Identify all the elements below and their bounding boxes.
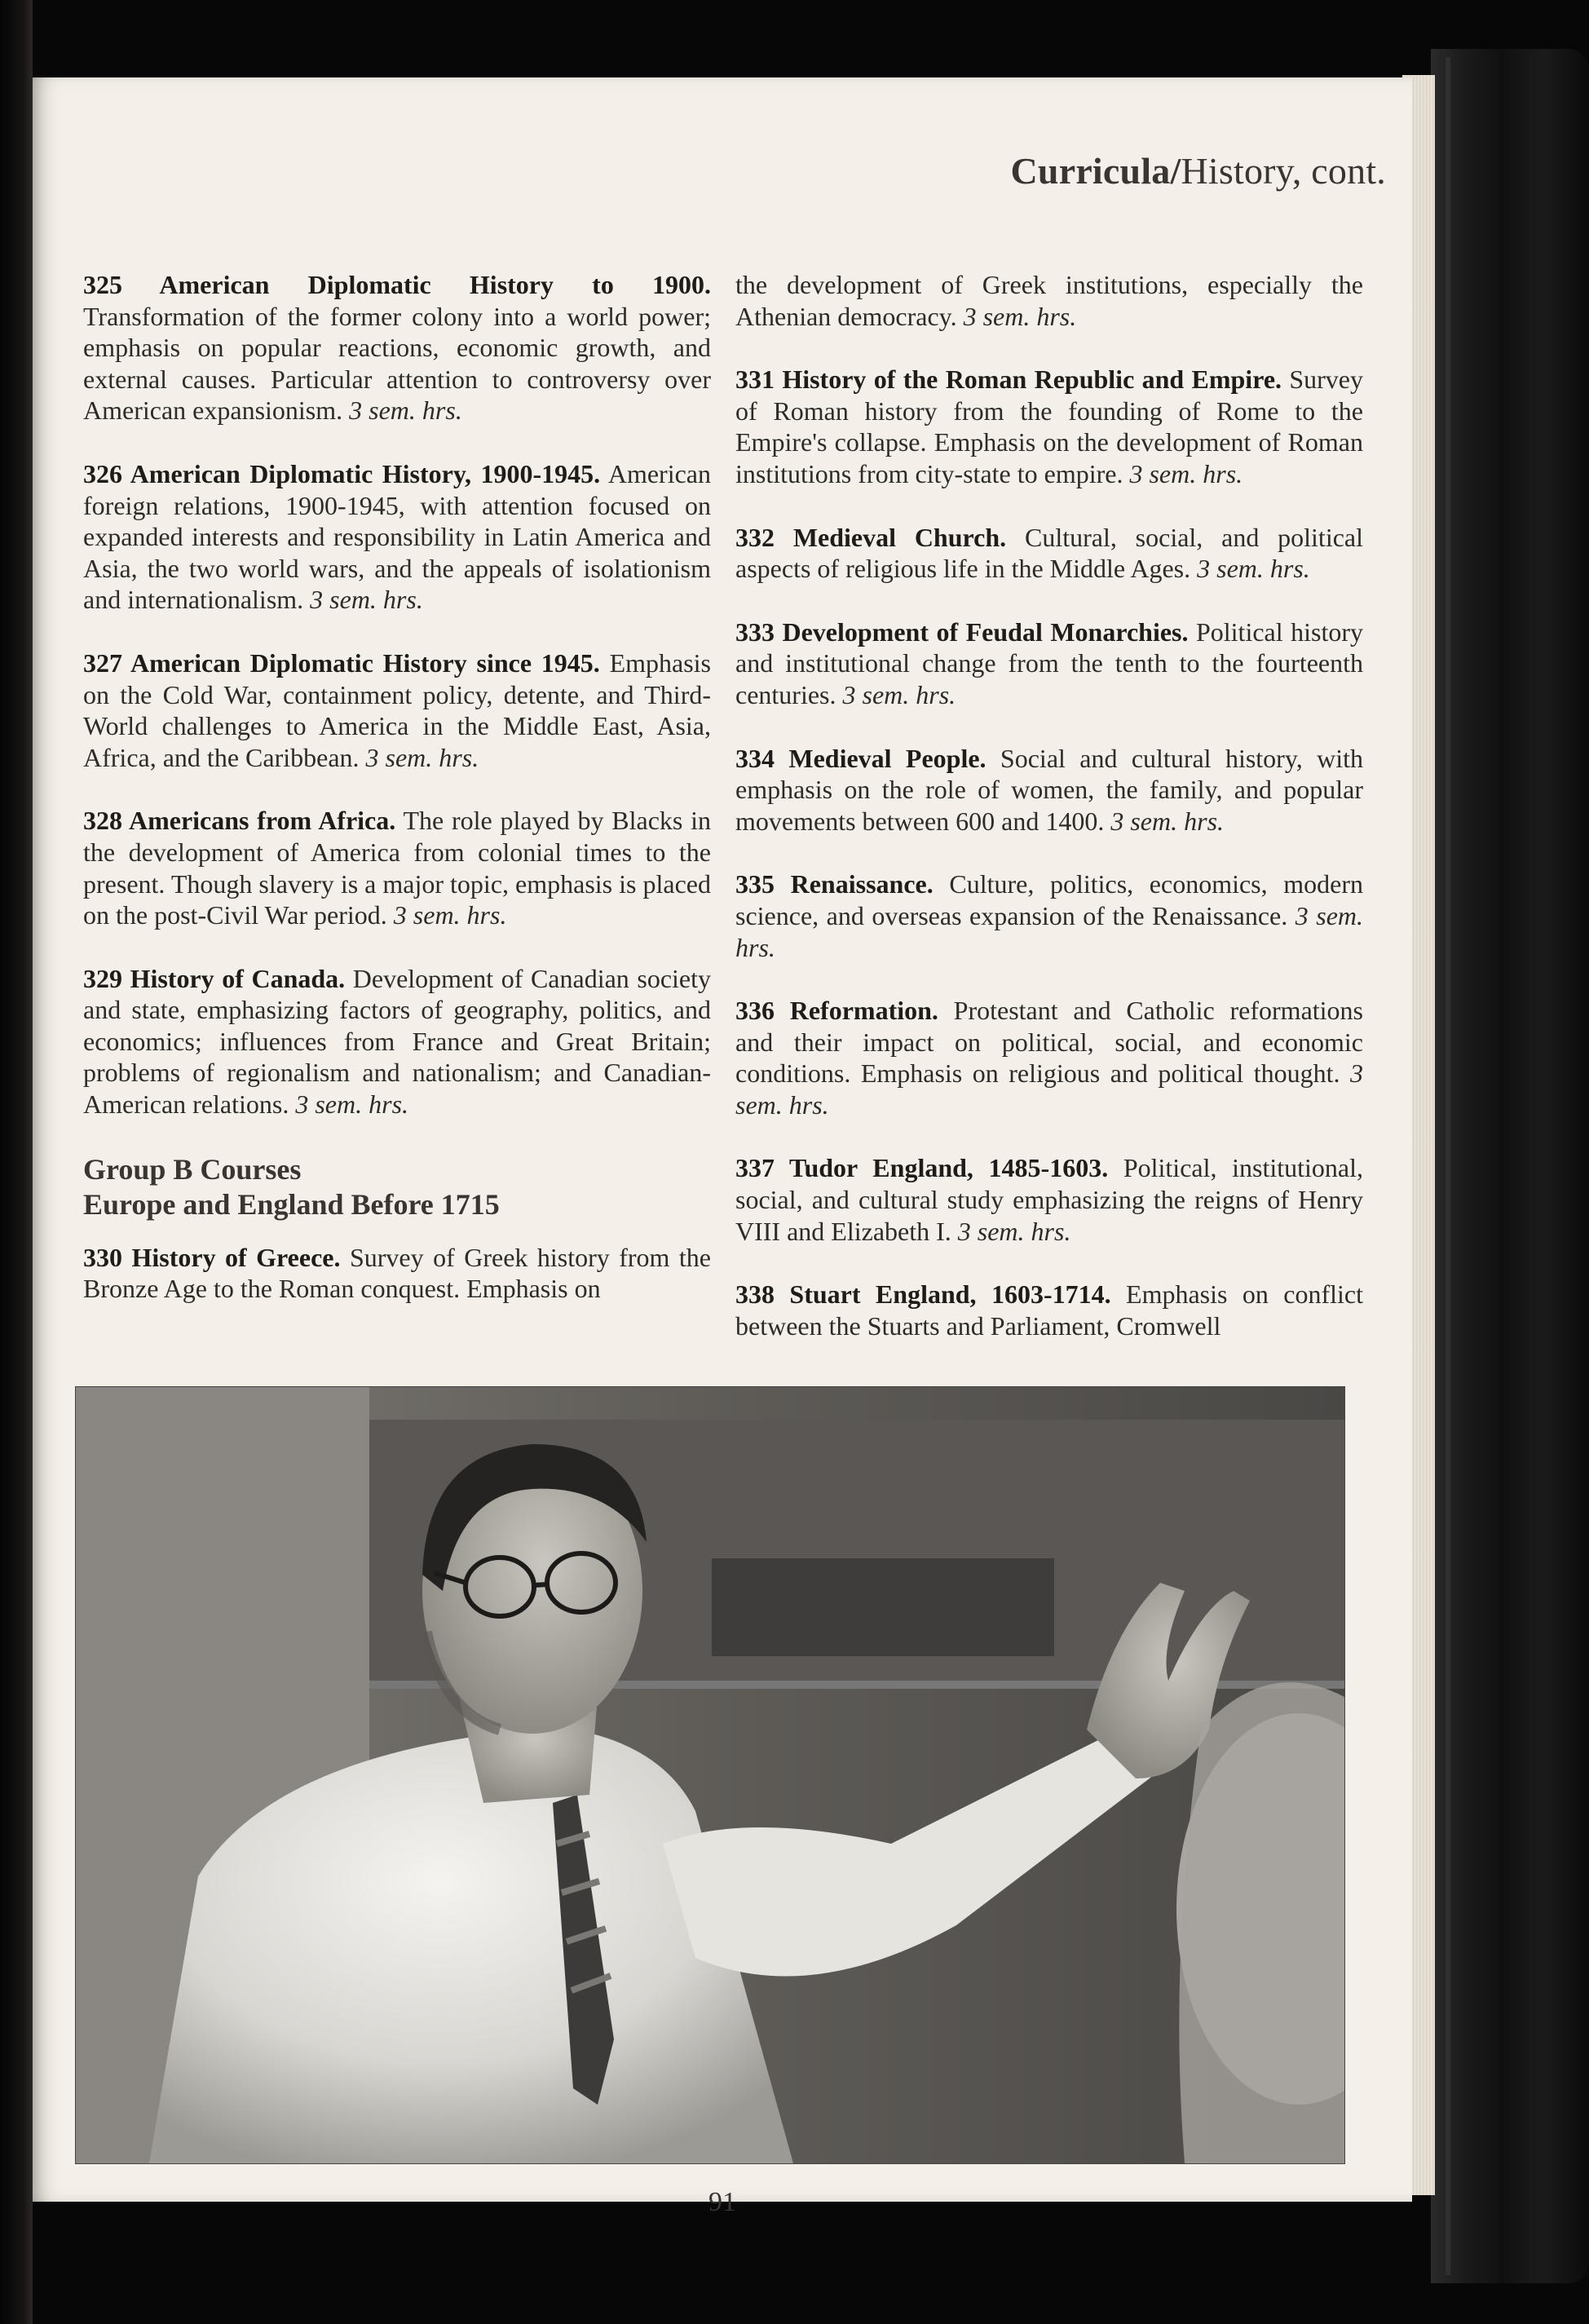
course-description: Survey of Roman history from the founding of Rome to the Empire's collapse. Emphasis on the development of Roman institutions from city-state to empire.: [735, 365, 1364, 488]
course-325: [83, 269, 711, 426]
running-head: [815, 149, 1386, 192]
course-description: Emphasis on the Cold War, containment policy, detente, and Third-World challenges to America in the Middle East, Asia, Africa, and the Caribbean.: [83, 647, 712, 772]
lecturer-photograph: [75, 1386, 1345, 2164]
course-327: [83, 647, 711, 773]
course-title: 333 Development of Feudal Monarchies.: [735, 616, 1189, 647]
course-title: 338 Stuart England, 1603-1714.: [735, 1279, 1111, 1310]
course-title: 329 History of Canada.: [83, 963, 346, 993]
course-330: [83, 1242, 711, 1305]
course-title: 336 Reformation.: [735, 996, 938, 1026]
course-title: 327 American Diplomatic History since 1945.: [83, 647, 600, 678]
course-title: 326 American Diplomatic History, 1900-1945.: [83, 458, 601, 488]
book-binding-left: [0, 0, 33, 2324]
course-330-continued: [735, 269, 1363, 332]
book-cover-spine: [1431, 49, 1589, 2283]
course-title: 325 American Diplomatic History to 1900.: [83, 270, 711, 299]
course-credit-hours: 3 sem. hrs.: [295, 1089, 409, 1120]
course-description: The role played by Blacks in the development of America from colonial times to the present. Though slavery is a major topic, emphasis is placed on the post-Civil War period.: [83, 806, 712, 930]
group-b-heading: [83, 1152, 711, 1222]
course-title: 330 History of Greece.: [83, 1242, 341, 1272]
course-credit-hours: 3 sem. hrs.: [963, 301, 1077, 331]
course-337: [735, 1152, 1363, 1247]
course-credit-hours: 3 sem. hrs.: [1110, 806, 1225, 836]
course-331: [735, 364, 1363, 489]
course-credit-hours: 3 sem. hrs.: [1197, 554, 1310, 584]
course-credit-hours: 3 sem. hrs.: [310, 585, 423, 615]
course-title: 334 Medieval People.: [735, 743, 987, 773]
course-328: [83, 805, 711, 930]
course-title: 328 Americans from Africa.: [83, 806, 396, 836]
left-column: [83, 269, 711, 1337]
course-credit-hours: 3 sem. hrs.: [842, 679, 956, 709]
course-description: American foreign relations, 1900-1945, with attention focused on expanded interests and responsibility in Latin America and Asia, the two world wars, and the appeals of isolationism and internationalism.: [83, 458, 712, 615]
course-335: [735, 868, 1363, 963]
course-description: Protestant and Catholic reformations and their impact on political, social, and economic conditions. Emphasis on religious and political thought.: [735, 996, 1364, 1089]
course-description: the development of Greek institutions, especially the Athenian democracy.: [735, 270, 1363, 331]
book-page: [33, 77, 1412, 2217]
course-description: Culture, politics, economics, modern science, and overseas expansion of the Renaissance.: [735, 869, 1364, 930]
course-description: Transformation of the former colony into a world power; emphasis on popular reactions, economic growth, and external causes. Particular attention to controversy over American expansionism.: [83, 301, 711, 426]
course-credit-hours: 3 sem. hrs.: [349, 395, 462, 426]
course-title: 332 Medieval Church.: [735, 522, 1007, 552]
course-334: [735, 743, 1363, 837]
course-credit-hours: 3 sem. hrs.: [365, 742, 479, 772]
course-description: Political history and institutional change from the tenth to the fourteenth centuries.: [735, 616, 1364, 709]
course-credit-hours: 3 sem. hrs.: [957, 1216, 1071, 1246]
course-title: 337 Tudor England, 1485-1603.: [735, 1153, 1109, 1183]
course-title: 331 History of the Roman Republic and Empire.: [735, 365, 1282, 395]
group-heading-line-2: Europe and England Before 1715: [83, 1187, 500, 1221]
course-332: [735, 522, 1363, 585]
course-description: Social and cultural history, with emphasis on the role of women, the family, and popular movements between 600 and 1400.: [735, 743, 1364, 836]
running-head-section: Curricula/: [1010, 150, 1181, 192]
course-credit-hours: 3 sem. hrs.: [735, 900, 1364, 962]
group-heading-line-1: Group B Courses: [83, 1152, 302, 1186]
course-338: [735, 1279, 1363, 1341]
course-333: [735, 616, 1363, 711]
course-329: [83, 963, 711, 1120]
course-description: Emphasis on conflict between the Stuarts and Parliament, Cromwell: [735, 1279, 1363, 1341]
right-column: [735, 269, 1363, 1373]
course-description: Development of Canadian society and state, emphasizing factors of geography, politics, and economics; influences from France and Great Britain; problems of regionalism and nationalism; and Canadian-American relations.: [83, 963, 712, 1120]
course-description: Survey of Greek history from the Bronze Age to the Roman conquest. Emphasis on: [83, 1242, 712, 1304]
course-336: [735, 995, 1363, 1120]
page-number: 91: [708, 2187, 736, 2217]
course-credit-hours: 3 sem. hrs.: [393, 900, 507, 930]
course-description: Political, institutional, social, and cultural study emphasizing the reigns of Henry VIII and Elizabeth I.: [735, 1153, 1363, 1246]
running-head-subsection: History, cont.: [1181, 150, 1386, 192]
course-326: [83, 458, 711, 616]
course-description: Cultural, social, and political aspects of religious life in the Middle Ages.: [735, 522, 1364, 584]
course-credit-hours: 3 sem. hrs.: [735, 1058, 1363, 1120]
course-title: 335 Renaissance.: [735, 869, 934, 899]
course-credit-hours: 3 sem. hrs.: [1129, 458, 1243, 488]
